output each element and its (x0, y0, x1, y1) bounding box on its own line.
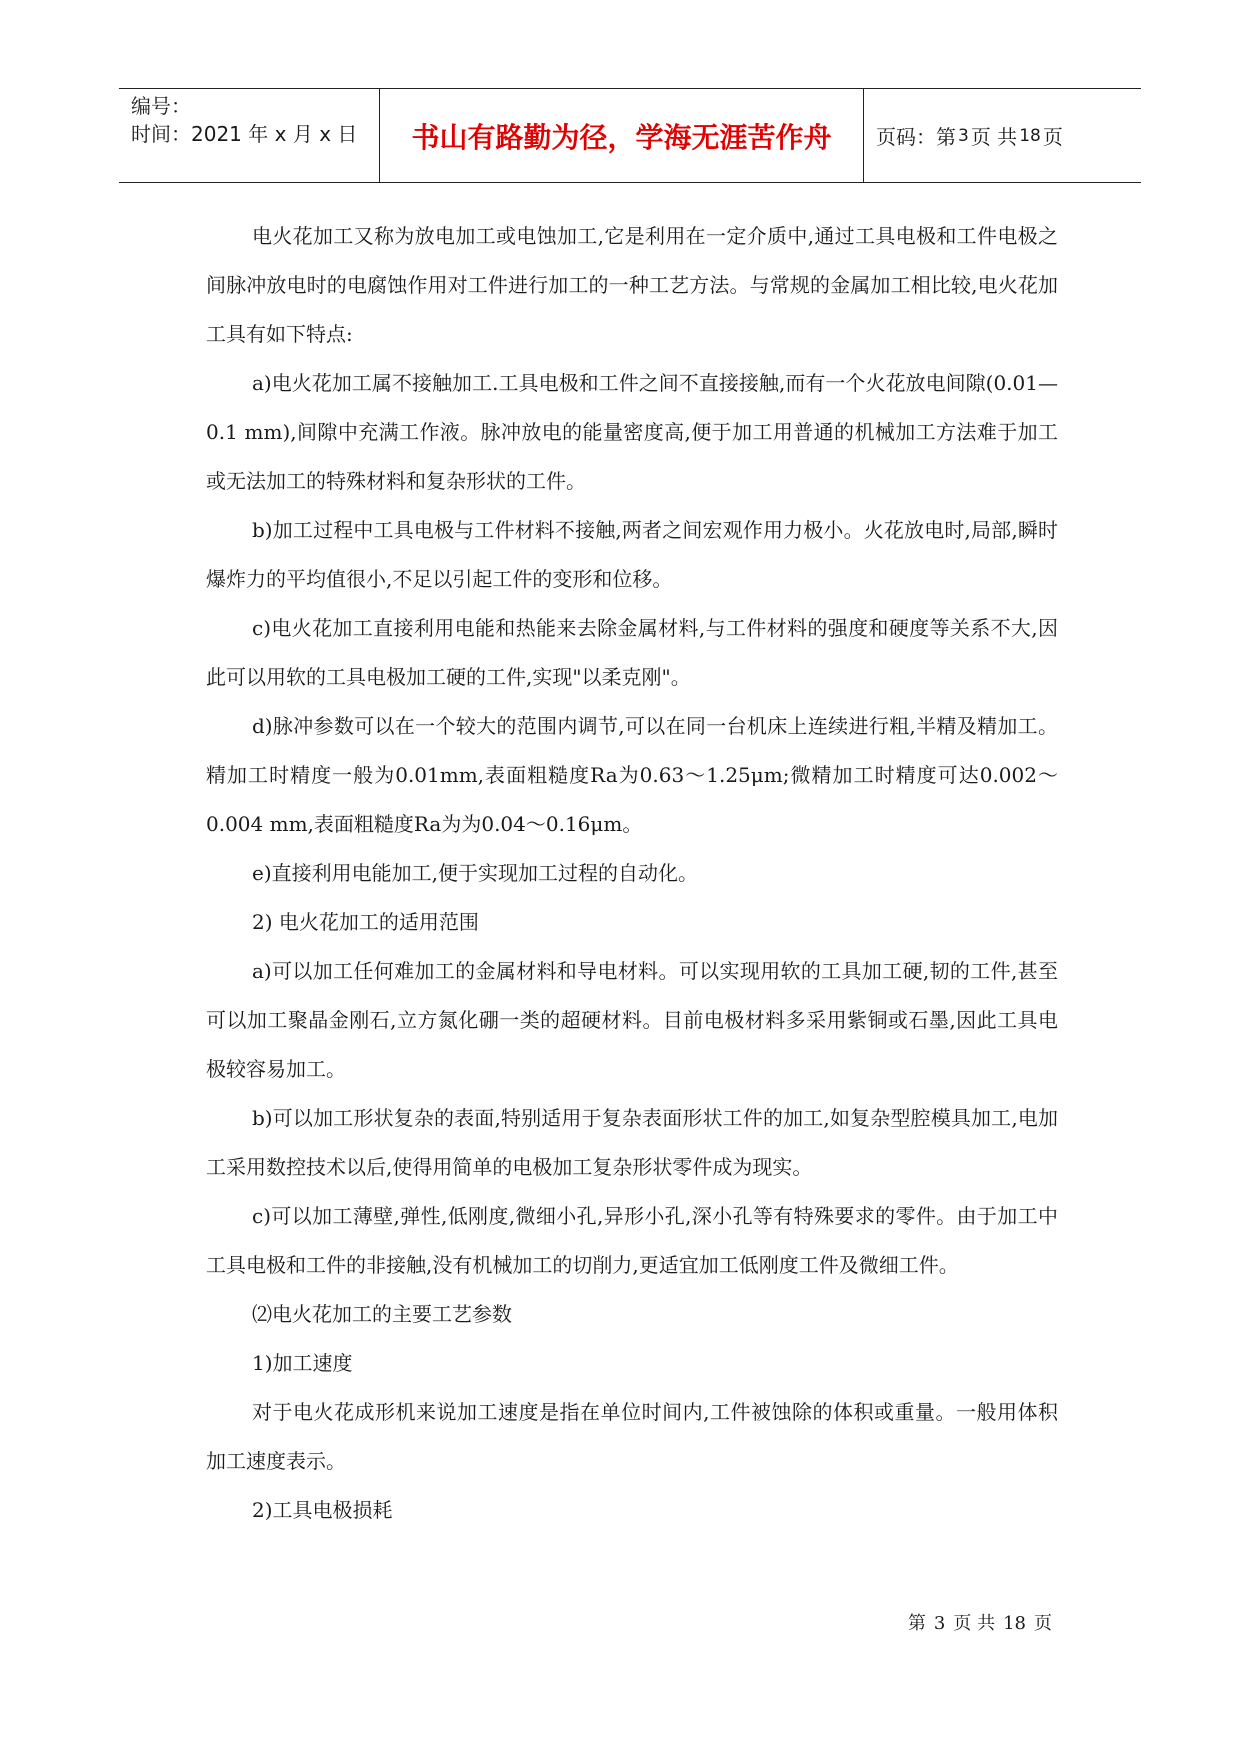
document-date (131, 120, 379, 148)
paragraph: a)可以加工任何难加工的金属材料和导电材料。可以实现用软的工具加工硬,韧的工件,甚至可以加工聚晶金刚石,立方氮化硼一类的超硬材料。目前电极材料多采用紫铜或石墨,因此工具电极较容易加工。 (206, 959, 1058, 1081)
document-body (206, 212, 1058, 1535)
document-number-label: 编号： (131, 94, 191, 118)
header-page-suffix: 页 (1042, 125, 1063, 149)
header-page-number: 3 (958, 125, 969, 146)
paragraph: b)加工过程中工具电极与工件材料不接触,两者之间宏观作用力极小。火花放电时,局部,瞬时爆炸力的平均值很小,不足以引起工件的变形和位移。 (206, 518, 1058, 591)
date-year-suffix: 年 (248, 122, 269, 146)
date-label: 时间： (131, 122, 191, 146)
page-header (119, 88, 1141, 183)
header-page-middle: 页 共 (970, 125, 1018, 149)
section-heading: ⑵电火花加工的主要工艺参数 (252, 1302, 512, 1326)
paragraph: c)电火花加工直接利用电能和热能来去除金属材料,与工件材料的强度和硬度等关系不大,因此可以用软的工具电极加工硬的工件,实现"以柔克刚"。 (206, 616, 1058, 689)
paragraph: c)可以加工薄壁,弹性,低刚度,微细小孔,异形小孔,深小孔等有特殊要求的零件。由于加工中工具电极和工件的非接触,没有机械加工的切削力,更适宜加工低刚度工件及微细工件。 (206, 1204, 1058, 1277)
footer-prefix: 第 (907, 1613, 926, 1634)
date-day-suffix: 日 (337, 122, 358, 146)
header-motto: 书山有路勤为径，学海无涯苦作舟 (379, 89, 864, 182)
date-month-suffix: 月 (292, 122, 313, 146)
date-month: x (274, 122, 287, 146)
page-footer (904, 1612, 1056, 1636)
paragraph: 电火花加工又称为放电加工或电蚀加工,它是利用在一定介质中,通过工具电极和工件电极之间脉冲放电时的电腐蚀作用对工件进行加工的一种工艺方法。与常规的金属加工相比较,电火花加工具有如下特点: (206, 224, 1058, 346)
date-day: x (319, 122, 332, 146)
paragraph: d)脉冲参数可以在一个较大的范围内调节,可以在同一台机床上连续进行粗,半精及精加工。精加工时精度一般为0.01mm,表面粗糙度Ra为0.63～1.25μm;微精加工时精度可达0.002～0.004 mm,表面粗糙度Ra为为0.04～0.16μm。 (206, 714, 1058, 836)
header-page-info (864, 89, 1141, 182)
footer-total: 18 (1003, 1613, 1026, 1634)
paragraph: a)电火花加工属不接触加工.工具电极和工件之间不直接接触,而有一个火花放电间隙(0.01—0.1 mm),间隙中充满工作液。脉冲放电的能量密度高,便于加工用普通的机械加工方法难于加工或无法加工的特殊材料和复杂形状的工件。 (206, 371, 1058, 493)
footer-page-number: 3 (933, 1613, 946, 1634)
section-heading: 2) 电火花加工的适用范围 (252, 910, 479, 934)
header-page-prefix: 页码：第 (876, 125, 956, 149)
header-meta (119, 89, 379, 182)
date-year: 2021 (191, 122, 242, 146)
paragraph: 对于电火花成形机来说加工速度是指在单位时间内,工件被蚀除的体积或重量。一般用体积加工速度表示。 (206, 1400, 1058, 1473)
paragraph: e)直接利用电能加工,便于实现加工过程的自动化。 (252, 861, 698, 885)
paragraph: b)可以加工形状复杂的表面,特别适用于复杂表面形状工件的加工,如复杂型腔模具加工,电加工采用数控技术以后,使得用简单的电极加工复杂形状零件成为现实。 (206, 1106, 1058, 1179)
subsection-heading: 2)工具电极损耗 (252, 1498, 393, 1522)
footer-middle: 页 共 (953, 1613, 996, 1634)
header-page-total: 18 (1019, 125, 1041, 146)
footer-suffix: 页 (1034, 1613, 1052, 1634)
subsection-heading: 1)加工速度 (252, 1351, 353, 1375)
